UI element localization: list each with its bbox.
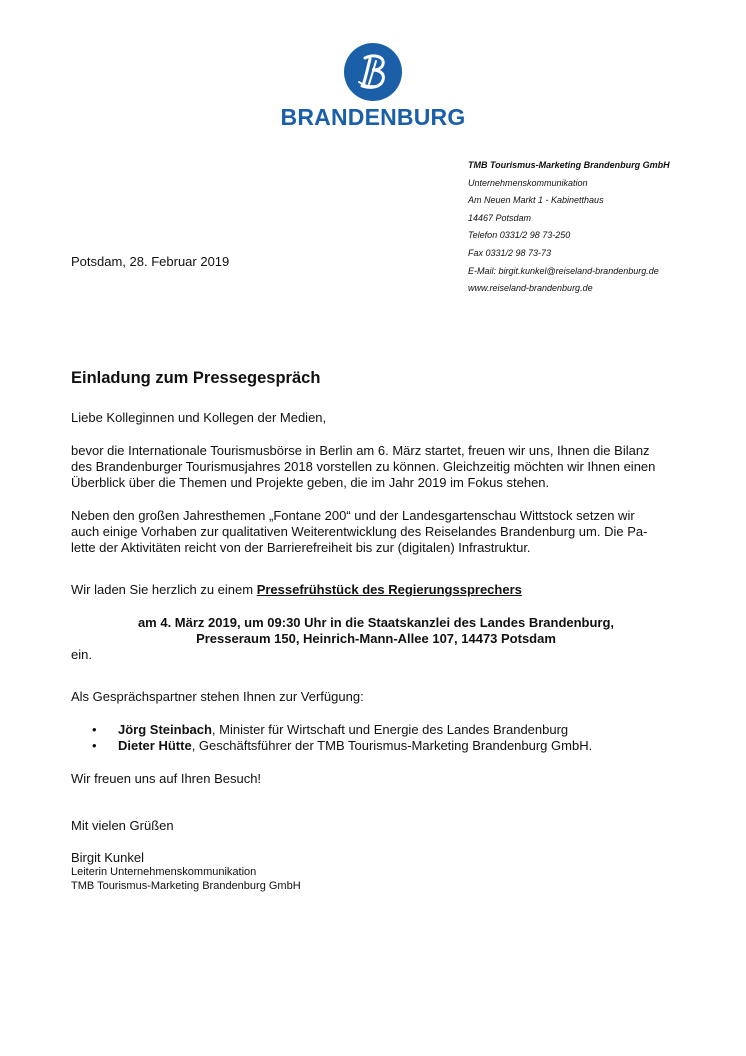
paragraph-line: bevor die Internationale Tourismusbörse in Berlin am 6. März startet, freuen wir uns, Ihnen die Bilanz bbox=[71, 443, 650, 458]
sender-fax: Fax 0331/2 98 73-73 bbox=[468, 247, 552, 258]
bullet-icon: • bbox=[92, 722, 97, 737]
partner-name: Dieter Hütte bbox=[118, 738, 192, 753]
paragraph-line: des Brandenburger Tourismusjahres 2018 vorstellen zu können. Gleichzeitig möchten wir Ihnen einen bbox=[71, 459, 656, 474]
logo-wordmark: BRANDENBURG bbox=[280, 104, 466, 130]
sender-street: Am Neuen Markt 1 - Kabinetthaus bbox=[468, 195, 604, 206]
partner-name: Jörg Steinbach bbox=[118, 722, 212, 737]
sender-city: 14467 Potsdam bbox=[468, 212, 532, 223]
brandenburg-logo bbox=[0, 42, 746, 131]
invitation-closing: ein. bbox=[71, 647, 92, 662]
letter-date: Potsdam, 28. Februar 2019 bbox=[71, 254, 230, 269]
event-title: Pressefrühstück des Regierungssprechers bbox=[256, 582, 522, 597]
paragraph-line: lette der Aktivitäten reicht von der Barrierefreiheit bis zur (digitalen) Infrastruktur. bbox=[71, 540, 531, 555]
sender-company: TMB Tourismus-Marketing Brandenburg GmbH bbox=[468, 160, 670, 170]
letter-body bbox=[71, 370, 681, 893]
paragraph-intro bbox=[71, 443, 681, 491]
partner-role: , Geschäftsführer der TMB Tourismus-Marketing Brandenburg GmbH. bbox=[191, 738, 593, 753]
partners-list bbox=[71, 722, 681, 754]
paragraph-line: Neben den großen Jahresthemen „Fontane 200“ und der Landesgartenschau Wittstock setzen wir bbox=[71, 508, 635, 523]
salutation: Liebe Kolleginnen und Kollegen der Medien, bbox=[71, 410, 327, 425]
brandenburg-b-emblem-icon bbox=[343, 42, 403, 102]
invitation-line bbox=[71, 582, 681, 598]
closing-line: Wir freuen uns auf Ihren Besuch! bbox=[71, 771, 262, 786]
sender-website[interactable]: www.reiseland-brandenburg.de bbox=[468, 283, 593, 294]
bullet-icon: • bbox=[92, 738, 97, 753]
greeting: Mit vielen Grüßen bbox=[71, 818, 174, 833]
paragraph-line: Überblick über die Themen und Projekte geben, die im Jahr 2019 im Fokus stehen. bbox=[71, 475, 550, 490]
paragraph-themes bbox=[71, 508, 681, 556]
sender-address-block bbox=[468, 157, 670, 298]
page-title: Einladung zum Pressegespräch bbox=[71, 369, 321, 387]
venue-line: am 4. März 2019, um 09:30 Uhr in die Staatskanzlei des Landes Brandenburg, bbox=[137, 615, 615, 630]
signature-company: TMB Tourismus-Marketing Brandenburg GmbH bbox=[71, 880, 301, 892]
sender-email[interactable]: E-Mail: birgit.kunkel@reiseland-brandenburg.de bbox=[468, 265, 659, 276]
partner-role: , Minister für Wirtschaft und Energie des Landes Brandenburg bbox=[211, 722, 569, 737]
signature-name: Birgit Kunkel bbox=[71, 850, 144, 865]
list-item bbox=[71, 722, 681, 738]
invitation-lead: Wir laden Sie herzlich zu einem bbox=[71, 582, 257, 597]
signature-block bbox=[71, 851, 681, 893]
venue-address: Presseraum 150, Heinrich-Mann-Allee 107, 14473 Potsdam bbox=[196, 631, 556, 646]
paragraph-line: auch einige Vorhaben zur qualitativen Weiterentwicklung des Reiselandes Brandenburg um. Die Pa- bbox=[71, 524, 648, 539]
list-item bbox=[71, 738, 681, 754]
signature-title: Leiterin Unternehmenskommunikation bbox=[71, 866, 257, 878]
sender-department: Unternehmenskommunikation bbox=[468, 177, 588, 188]
sender-phone: Telefon 0331/2 98 73-250 bbox=[468, 230, 571, 241]
partners-intro: Als Gesprächspartner stehen Ihnen zur Verfügung: bbox=[71, 689, 364, 704]
